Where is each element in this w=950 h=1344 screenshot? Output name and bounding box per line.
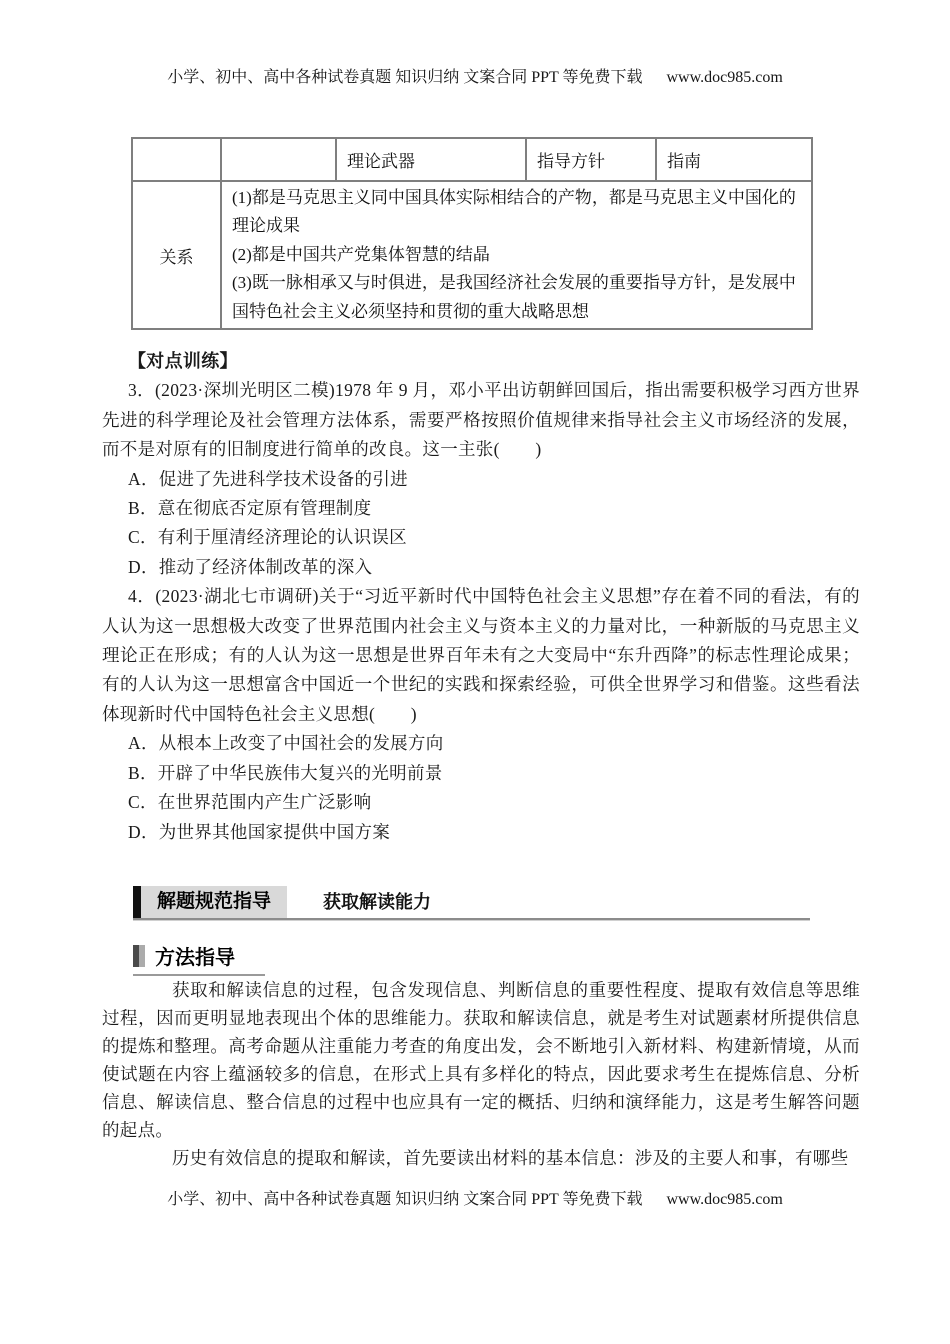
training-section [102, 347, 860, 847]
relation-item-2: (2)都是中国共产党集体智慧的结晶 [232, 244, 490, 264]
question-3-option-a: A．促进了先进科学技术设备的引进 [128, 468, 408, 489]
method-guide-heading-block [133, 941, 265, 976]
banner-divider-rule [133, 918, 810, 921]
question-3-option-b: B．意在彻底否定原有管理制度 [128, 498, 372, 519]
method-guide-title: 方法指导 [155, 947, 235, 969]
training-heading: 【对点训练】 [128, 351, 238, 371]
relation-item-3: (3)既一脉相承又与时俱进，是我国经济社会发展的重要指导方针，是发展中国特色社会主义必须坚持和贯彻的重大战略思想 [232, 273, 796, 321]
relation-item-1: (1)都是马克思主义同中国具体实际相结合的产物，都是马克思主义中国化的理论成果 [232, 188, 796, 236]
relation-content-cell [221, 181, 812, 329]
question-4-option-b: B．开辟了中华民族伟大复兴的光明前景 [128, 762, 443, 783]
guide-banner [133, 886, 810, 918]
footer-promo-text: 小学、初中、高中各种试卷真题 知识归纳 文案合同 PPT 等免费下载 [167, 1191, 643, 1208]
banner-accent-bar [133, 886, 141, 918]
question-4 [102, 582, 860, 847]
page-header [0, 64, 950, 87]
comparison-table [131, 137, 813, 330]
question-4-stem: 4．(2023·湖北七市调研)关于“习近平新时代中国特色社会主义思想”存在着不同的看法，有的人认为这一思想极大改变了世界范围内社会主义与资本主义的力量对比，一种新版的马克思主义理论正在形成；有的人认为这一思想是世界百年未有之大变局中“东升西降”的标志性理论成果；有的人认为这一思想富含中国近一个世纪的实践和探索经验，可供全世界学习和借鉴。这些看法体现新时代中国特色社会主义思想( ) [102, 586, 860, 724]
relation-label-cell: 关系 [132, 181, 221, 329]
page-footer [0, 1186, 950, 1209]
heading-accent-bar-light [139, 945, 145, 967]
question-4-option-d: D．为世界其他国家提供中国方案 [128, 821, 391, 842]
table-cell-empty-2 [221, 138, 336, 181]
question-3-option-c: C．有利于厘清经济理论的认识误区 [128, 527, 407, 548]
table-row [132, 138, 812, 181]
question-3-option-d: D．推动了经济体制改革的深入 [128, 556, 373, 577]
paragraph-1: 获取和解读信息的过程，包含发现信息、判断信息的重要性程度、提取有效信息等思维过程，因而更明显地表现出个体的思维能力。获取和解读信息，就是考生对试题素材所提供信息的提炼和整理。高考命题从注重能力考查的角度出发，会不断地引入新材料、构建新情境，从而使试题在内容上蕴涵较多的信息，在形式上具有多样化的特点，因此要求考生在提炼信息、分析信息、解读信息、整合信息的过程中也应具有一定的概括、归纳和演绎能力，这是考生解答问题的起点。 [102, 980, 860, 1140]
banner-title: 解题规范指导 [141, 886, 287, 918]
method-guide-body [102, 976, 860, 1172]
header-site-url: www.doc985.com [666, 69, 783, 86]
question-4-option-a: A．从根本上改变了中国社会的发展方向 [128, 733, 444, 754]
question-4-option-c: C．在世界范围内产生广泛影响 [128, 792, 372, 813]
question-3 [102, 376, 860, 582]
header-promo-text: 小学、初中、高中各种试卷真题 知识归纳 文案合同 PPT 等免费下载 [167, 69, 643, 86]
table-row [132, 181, 812, 329]
paragraph-2: 历史有效信息的提取和解读，首先要读出材料的基本信息：涉及的主要人和事，有哪些 [172, 1148, 849, 1168]
table-cell-empty-1 [132, 138, 221, 181]
banner-subtitle: 获取解读能力 [323, 892, 432, 912]
table-cell-theory-weapon: 理论武器 [336, 138, 526, 181]
table-cell-guiding-policy: 指导方针 [526, 138, 656, 181]
question-3-stem: 3．(2023·深圳光明区二模)1978 年 9 月，邓小平出访朝鲜回国后，指出需要积极学习西方世界先进的科学理论及社会管理方法体系，需要严格按照价值规律来指导社会主义市场经济的发展，而不是对原有的旧制度进行简单的改良。这一主张( ) [102, 380, 860, 460]
footer-site-url: www.doc985.com [666, 1191, 783, 1208]
table-cell-guide: 指南 [656, 138, 812, 181]
